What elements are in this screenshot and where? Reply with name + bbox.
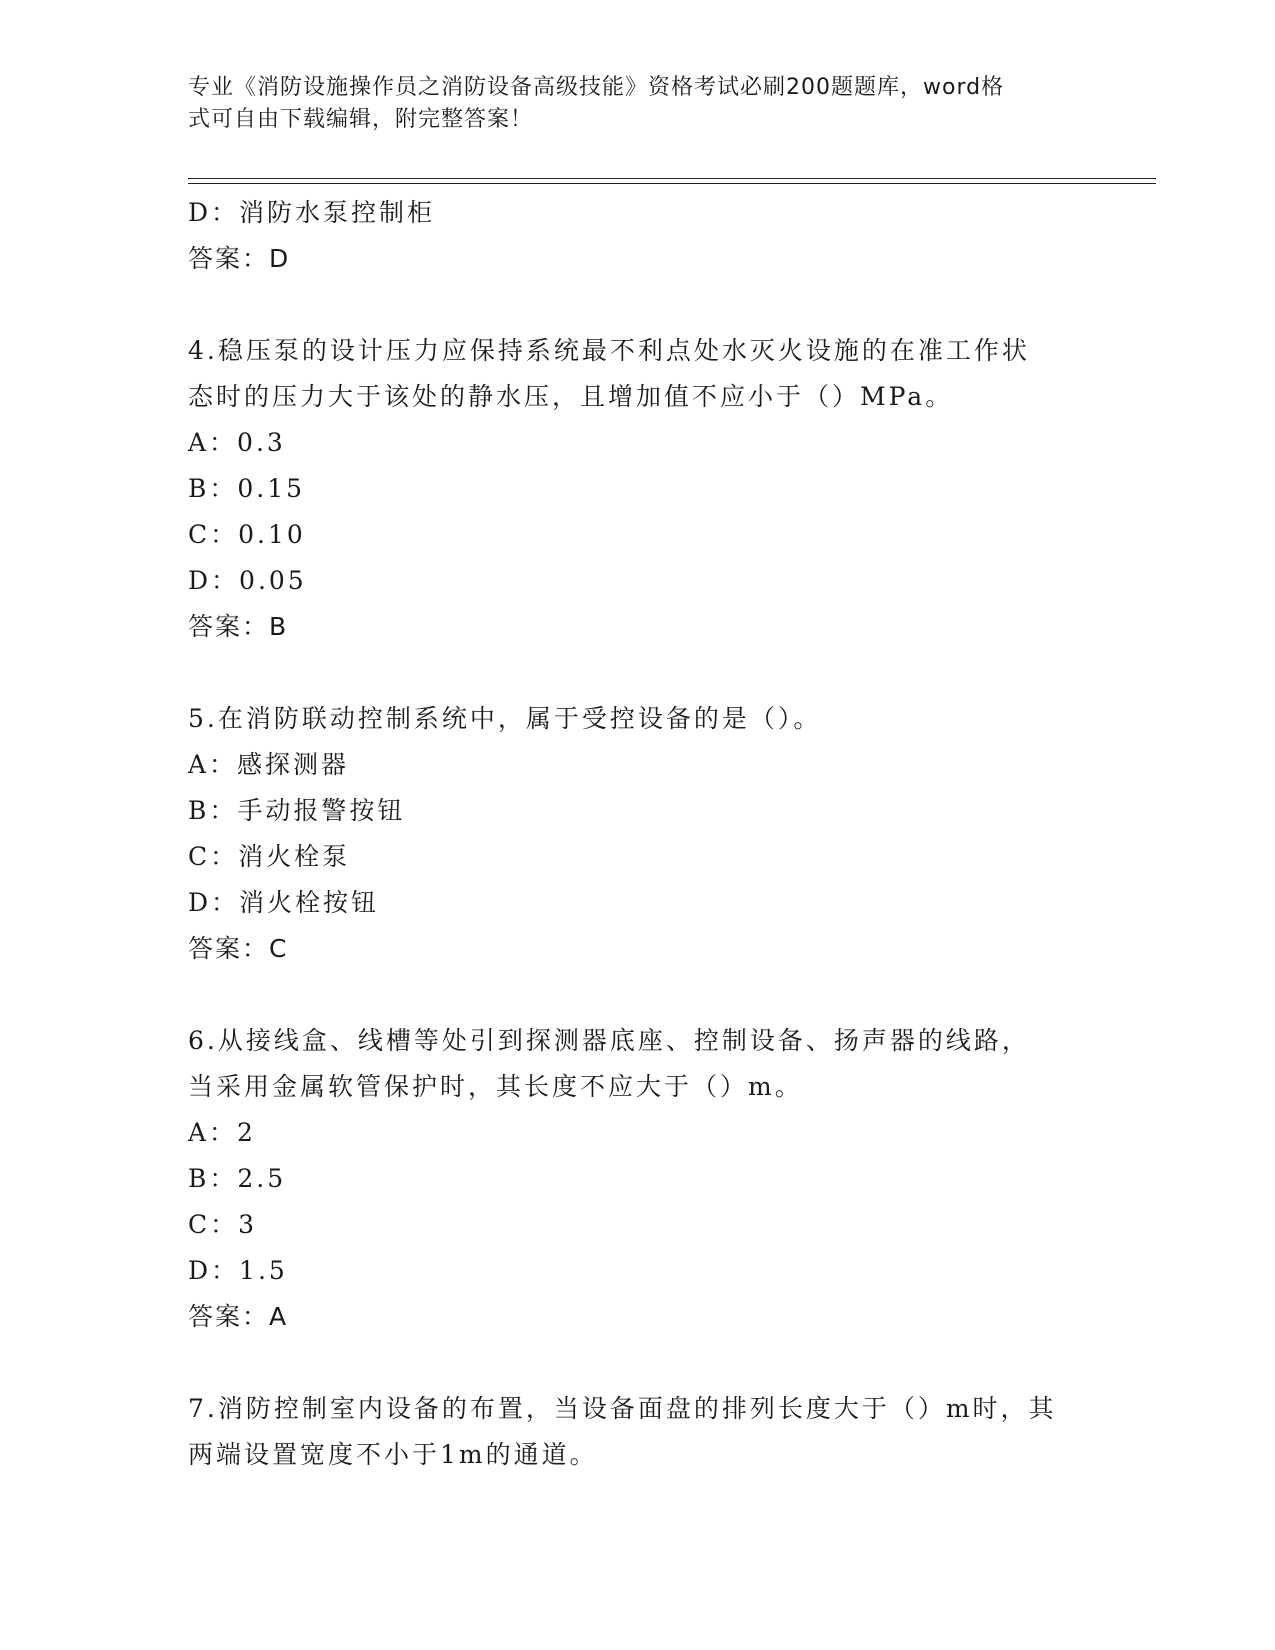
question-4 <box>188 328 1148 650</box>
option-d: D：消火栓按钮 <box>188 888 380 917</box>
header-line-2: 式可自由下载编辑，附完整答案！ <box>188 107 534 132</box>
question-5 <box>188 696 1148 972</box>
option-c: C：3 <box>188 1210 258 1239</box>
question-stem-cont: 当采用金属软管保护时，其长度不应大于（）m。 <box>188 1072 803 1101</box>
question-stem: 6.从接线盒、线槽等处引到探测器底座、控制设备、扬声器的线路， <box>188 1026 1030 1055</box>
question-stem: 7.消防控制室内设备的布置，当设备面盘的排列长度大于（）m时，其 <box>188 1394 1057 1423</box>
option-c: C：消火栓泵 <box>188 842 351 871</box>
option-d: D：消防水泵控制柜 <box>188 198 436 227</box>
option-c: C：0.10 <box>188 520 306 549</box>
question-stem-cont: 两端设置宽度不小于1m的通道。 <box>188 1440 598 1469</box>
answer: 答案：A <box>188 1302 289 1331</box>
question-stem-cont: 态时的压力大于该处的静水压，且增加值不应小于（）MPa。 <box>188 382 954 411</box>
question-6 <box>188 1018 1148 1340</box>
option-a: A：0.3 <box>188 428 286 457</box>
answer: 答案：D <box>188 244 291 273</box>
answer: 答案：B <box>188 612 289 641</box>
question-7 <box>188 1386 1148 1478</box>
option-d: D：0.05 <box>188 566 307 595</box>
option-a: A：2 <box>188 1118 256 1147</box>
header-line-1: 专业《消防设施操作员之消防设备高级技能》资格考试必刷200题题库，word格 <box>188 75 1005 100</box>
answer: 答案：C <box>188 934 289 963</box>
option-d: D：1.5 <box>188 1256 288 1285</box>
question-list <box>188 190 1148 1478</box>
document-header <box>188 72 1088 136</box>
option-b: B：0.15 <box>188 474 306 503</box>
question-3 <box>188 190 1148 282</box>
option-b: B：手动报警按钮 <box>188 796 406 825</box>
option-a: A：感探测器 <box>188 750 350 779</box>
question-stem: 4.稳压泵的设计压力应保持系统最不利点处水灭火设施的在准工作状 <box>188 336 1030 365</box>
option-b: B：2.5 <box>188 1164 287 1193</box>
header-divider-bottom <box>188 183 1156 184</box>
question-stem: 5.在消防联动控制系统中，属于受控设备的是（）。 <box>188 704 822 733</box>
header-divider-top <box>188 178 1156 179</box>
